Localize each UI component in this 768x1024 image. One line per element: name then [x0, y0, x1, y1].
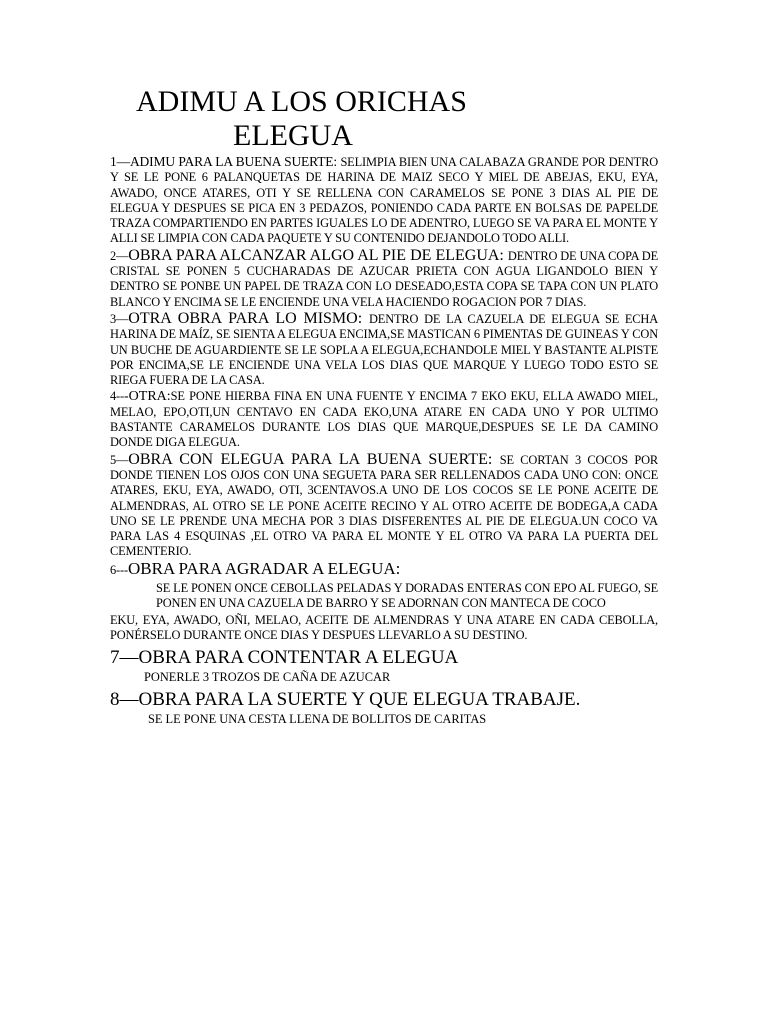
- item-3-text: DENTRO DE LA CAZUELA DE ELEGUA SE ECHA HARINA DE MAÍZ, SE SIENTA A ELEGUA ENCIMA,SE MASTICAN 6 PIMENTAS DE GUINEAS Y CON UN BUCHE DE AGUARDIENTE SE LE SOPLA A ELEGUA,ECHANDOLE MIEL Y BASTANTE ALPISTE POR ENCIMA,SE LE ENCIENDE UNA VELA LOS DIAS QUE MARQUE Y LUEGO TODO ESTO SE RIEGA FUERA DE LA CASA.: [110, 311, 658, 388]
- item-4-heading: -OTRA:: [124, 389, 171, 405]
- item-5-text: SE CORTAN 3 COCOS POR DONDE TIENEN LOS OJOS CON UNA SEGUETA PARA SER RELLENADOS CADA UNO CON: ONCE ATARES, EKU, EYA, AWADO, OTI, 3CENTAVOS.A UNO DE LOS COCOS SE LE PONE ACEITE DE ALMENDRAS, AL OTRO SE LE PONE ACEITE RECINO Y AL OTRO ACEITE DE BODEGA,A CADA UNO SE LE PRENDE UNA MECHA POR 3 DIAS DISFERENTES AL PIE DE ELEGUA.UN COCO VA PARA LAS 4 ESQUINAS ,EL OTRO VA PARA EL MONTE Y EL OTRO VA PARA LA PUERTA DEL CEMENTERIO.: [110, 452, 658, 559]
- item-4: [110, 389, 658, 450]
- document-title: ADIMU A LOS ORICHAS: [136, 85, 467, 118]
- item-8-text: SE LE PONE UNA CESTA LLENA DE BOLLITOS DE CARITAS: [148, 712, 487, 727]
- item-6-text-1: SE LE PONEN ONCE CEBOLLAS PELADAS Y DORADAS ENTERAS CON EPO AL FUEGO, SE PONEN EN UNA CAZUELA DE BARRO Y SE ADORNAN CON MANTECA DE COCO: [156, 581, 658, 611]
- item-6-text-2: EKU, EYA, AWADO, OÑI, MELAO, ACEITE DE ALMENDRAS Y UNA ATARE EN CADA CEBOLLA, PONÉRSELO DURANTE ONCE DIAS Y DESPUES LLEVARLO A SU DESTINO.: [110, 612, 658, 642]
- item-2-number: 2—: [110, 248, 129, 263]
- item-3: [110, 311, 658, 388]
- document-body: [110, 154, 658, 727]
- item-1-heading: 1—ADIMU PARA LA BUENA SUERTE:: [110, 154, 341, 169]
- item-4-number: 4--: [110, 389, 124, 404]
- item-5-heading: OBRA CON ELEGUA PARA LA BUENA SUERTE:: [128, 450, 500, 468]
- item-1-text: SELIMPIA BIEN UNA CALABAZA GRANDE POR DENTRO Y SE LE PONE 6 PALANQUETAS DE HARINA DE MAIZ SECO Y MIEL DE ABEJAS, EKU, EYA, AWADO, ONCE ATARES, OTI Y SE RELLENA CON CARAMELOS SE PONE 3 DIAS AL PIE DE ELEGUA Y DESPUES SE PICA EN 3 PEDAZOS, PONIENDO CADA PARTE EN BOLSAS DE PAPELDE TRAZA COMPARTIENDO EN PARTES IGUALES LO DE ADENTRO, LUEGO SE VA PARA EL MONTE Y ALLI SE LIMPIA CON CADA PAQUETE Y SU CONTENIDO DEJANDOLO TODO ALLI.: [110, 155, 658, 246]
- item-7-text: PONERLE 3 TROZOS DE CAÑA DE AZUCAR: [144, 670, 391, 685]
- item-3-number: 3—: [110, 311, 129, 326]
- item-2-heading: OBRA PARA ALCANZAR ALGO AL PIE DE ELEGUA:: [128, 246, 508, 264]
- item-5: [110, 452, 658, 560]
- item-5-number: 5—: [110, 452, 129, 467]
- item-2-text: DENTRO DE UNA COPA DE CRISTAL SE PONEN 5 CUCHARADAS DE AZUCAR PRIETA CON AGUA LIGANDOLO BIEN Y DENTRO SE PONBE UN PAPEL DE TRAZA CON LO DESEADO,ESTA COPA SE TAPA CON UN PLATO BLANCO Y ENCIMA SE LE ENCIENDE UNA VELA HACIENDO ROGACION POR 7 DIAS.: [110, 248, 658, 309]
- document-subtitle: ELEGUA: [233, 119, 353, 152]
- item-6-heading: OBRA PARA AGRADAR A ELEGUA:: [127, 558, 401, 578]
- item-6-number: 6---: [110, 562, 128, 577]
- item-4-text: SE PONE HIERBA FINA EN UNA FUENTE Y ENCIMA 7 EKO EKU, ELLA AWADO MIEL, MELAO, EPO,OTI,UN CENTAVO EN CADA EKO,UNA ATARE EN CADA UNO Y POR ULTIMO BASTANTE CARAMELOS DURANTE LOS DIAS QUE MARQUE,DESPUES SE LE DA CAMINO DONDE DIGA ELEGUA.: [110, 389, 658, 450]
- item-7-heading: 7—OBRA PARA CONTENTAR A ELEGUA: [110, 647, 459, 669]
- item-3-heading: OTRA OBRA PARA LO MISMO:: [128, 309, 369, 327]
- item-2: [110, 248, 658, 310]
- item-1: [110, 154, 658, 247]
- item-6: [110, 558, 658, 578]
- item-8-heading: 8—OBRA PARA LA SUERTE Y QUE ELEGUA TRABAJE.: [110, 689, 581, 711]
